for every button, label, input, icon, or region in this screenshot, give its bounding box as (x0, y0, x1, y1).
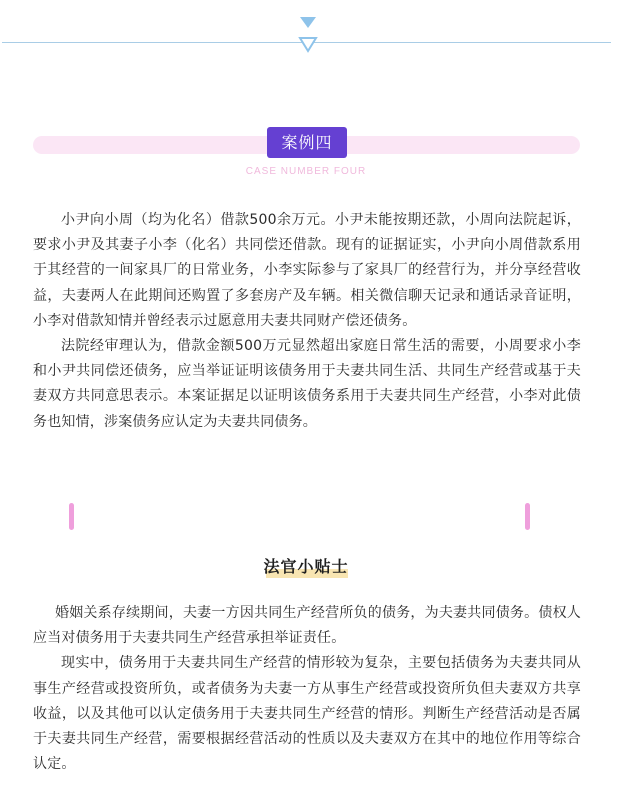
case-label: 案例四 (267, 127, 347, 158)
case-body (33, 208, 581, 435)
case-subtitle: CASE NUMBER FOUR (245, 166, 367, 177)
top-divider (0, 0, 626, 60)
outline-triangle-icon (300, 38, 316, 51)
pink-bar-right (525, 503, 530, 530)
case-paragraph-1: 小尹向小周（均为化名）借款500余万元。小尹未能按期还款，小周向法院起诉，要求小尹及其妻子小李（化名）共同偿还借款。现有的证据证实，小尹向小周借款系用于其经营的一间家具厂的日常业务，小李实际参与了家具厂的经营行为，并分享经营收益，夫妻两人在此期间还购置了多套房产及车辆。相关微信聊天记录和通话录音证明，小李对借款知情并曾经表示过愿意用夫妻共同财产偿还债务。 (33, 212, 581, 329)
tips-title: 法官小贴士 (263, 557, 349, 576)
case-paragraph-2: 法院经审理认为，借款金额500万元显然超出家庭日常生活的需要，小周要求小李和小尹共同偿还债务，应当举证证明该债务用于夫妻共同生活、共同生产经营或基于夫妻双方共同意思表示。本案证据足以证明该债务系用于夫妻共同生产经营，小李对此债务也知情，涉案债务应认定为夫妻共同债务。 (33, 338, 581, 430)
triangle-decoration (0, 0, 626, 60)
filled-triangle-icon (300, 17, 316, 28)
tips-paragraph-2: 现实中，债务用于夫妻共同生产经营的情形较为复杂，主要包括债务为夫妻共同从事生产经营或投资所负，或者债务为夫妻一方从事生产经营或投资所负但夫妻双方共享收益，以及其他可以认定债务用于夫妻共同生产经营的情形。判断生产经营活动是否属于夫妻共同生产经营，需要根据经营活动的性质以及夫妻双方在其中的地位作用等综合认定。 (33, 655, 581, 773)
pink-bar-left (69, 503, 74, 530)
tips-body (33, 601, 581, 777)
tips-paragraph-1: 婚姻关系存续期间，夫妻一方因共同生产经营所负的债务，为夫妻共同债务。债权人应当对债务用于夫妻共同生产经营承担举证责任。 (33, 605, 581, 647)
